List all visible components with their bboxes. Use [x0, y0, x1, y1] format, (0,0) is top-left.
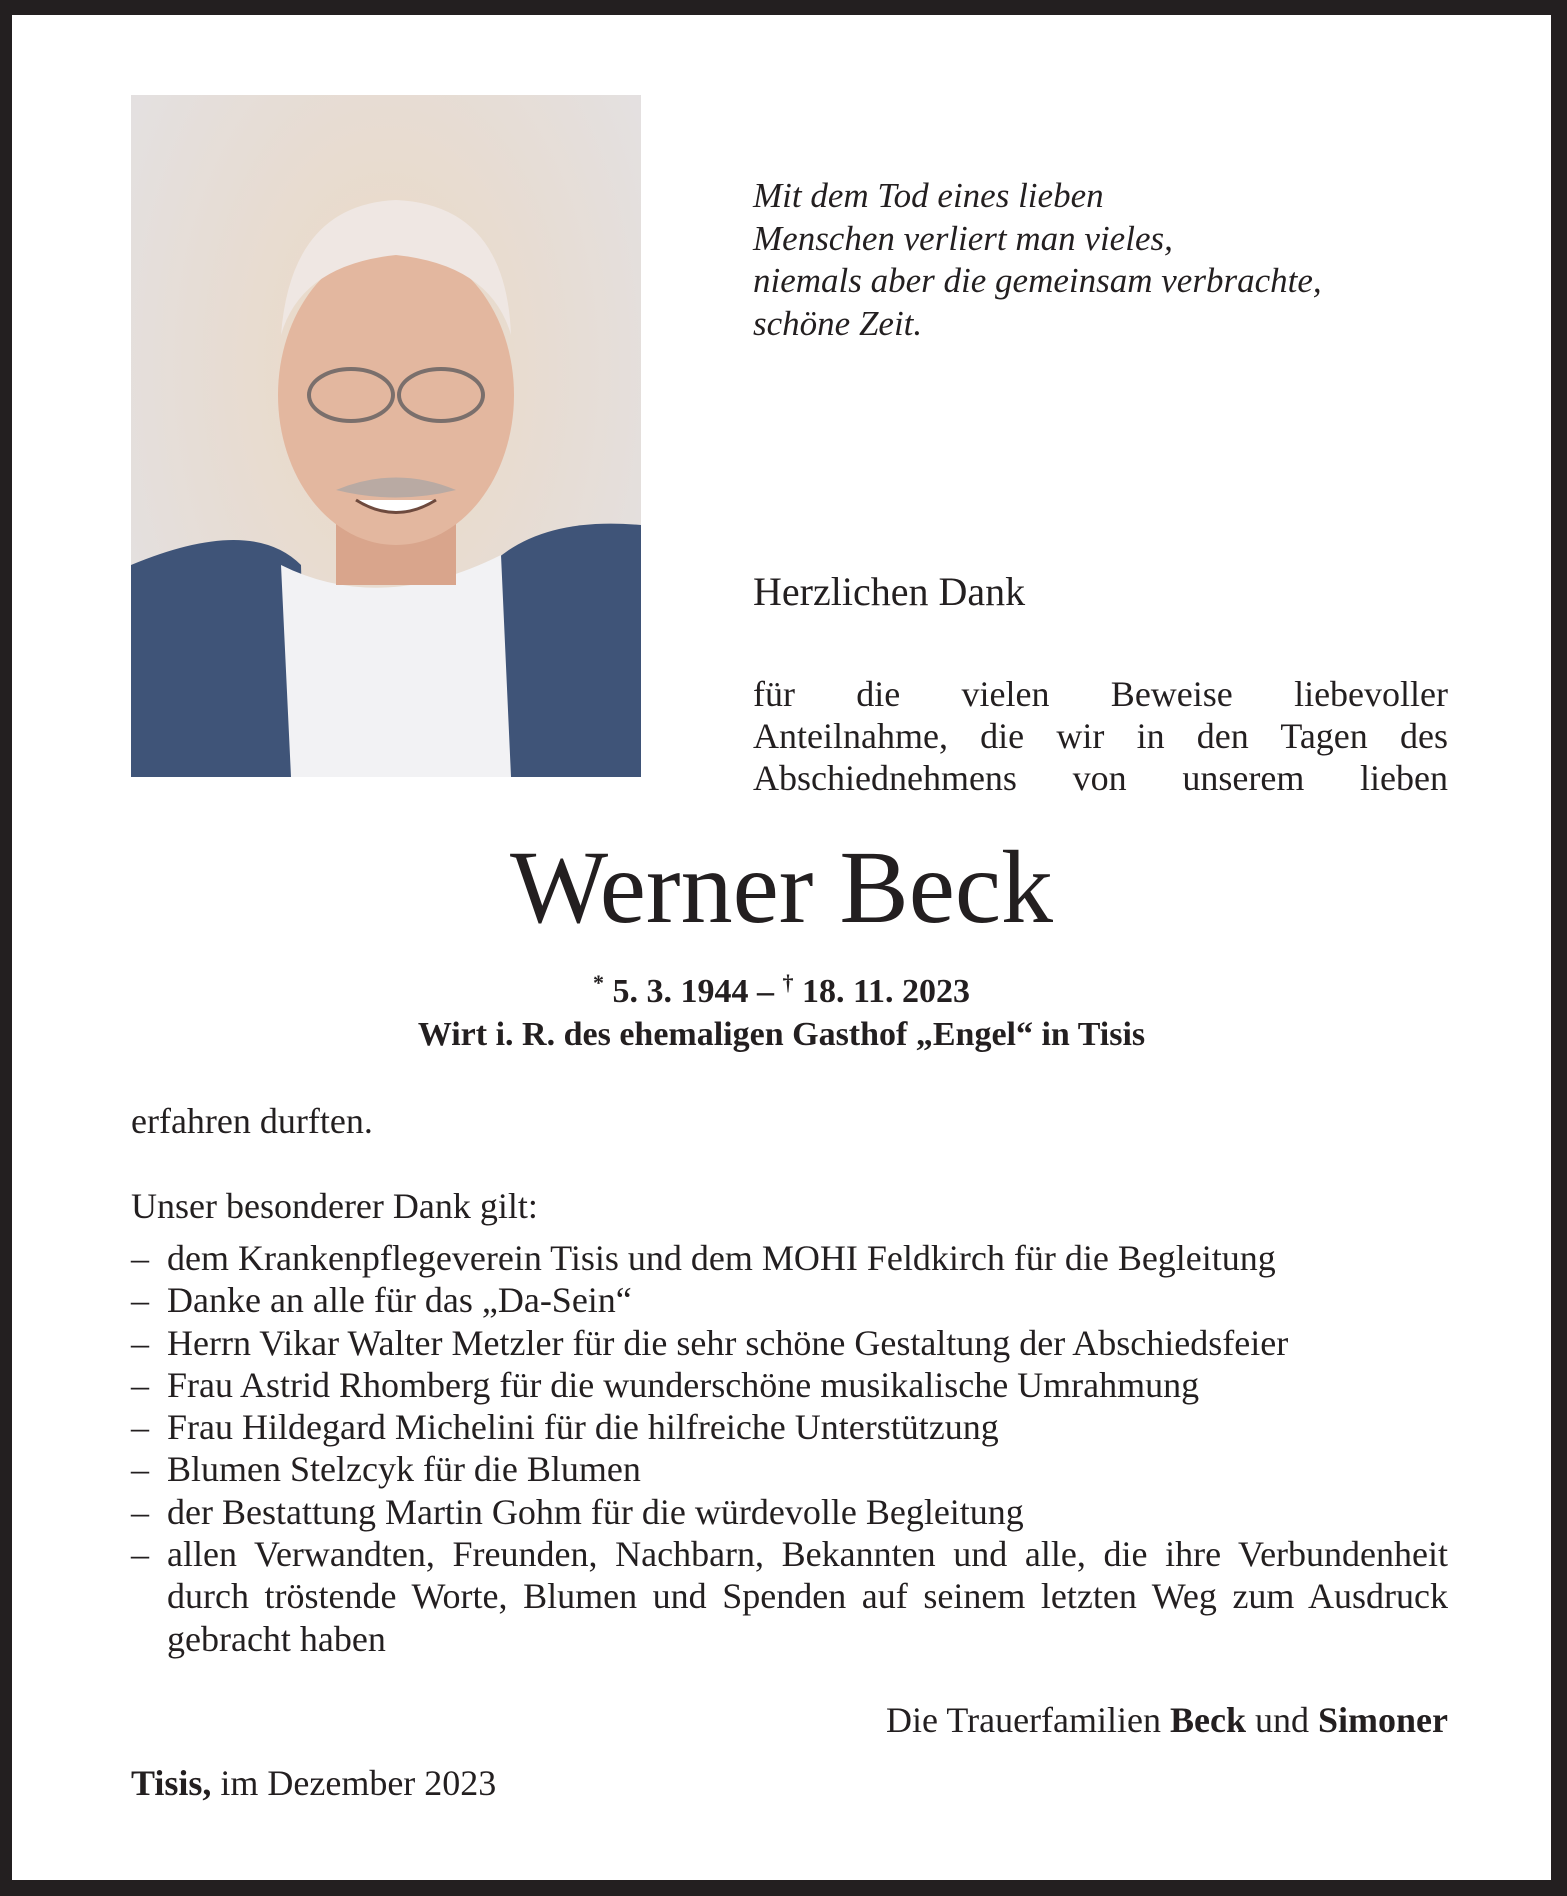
list-dash: – — [131, 1322, 149, 1363]
list-item-text: Frau Astrid Rhomberg für die wunderschöne musikalische Umrahmung — [167, 1364, 1200, 1405]
date: im Dezember 2023 — [220, 1763, 497, 1803]
list-item-text: der Bestattung Martin Gohm für die würdevolle Begleitung — [167, 1491, 1024, 1532]
list-item — [131, 1279, 1448, 1321]
list-dash: – — [131, 1407, 149, 1448]
special-thanks-heading: Unser besonderer Dank gilt: — [131, 1186, 538, 1226]
list-item-text: Danke an alle für das „Da-Sein“ — [167, 1280, 632, 1321]
continuation-text: erfahren durften. — [131, 1101, 373, 1141]
list-dash: – — [131, 1449, 149, 1490]
life-dates — [12, 970, 1551, 1011]
list-item — [131, 1448, 1448, 1490]
family-name: Simoner — [1318, 1700, 1448, 1740]
place-date — [131, 1762, 496, 1804]
list-dash: – — [131, 1491, 149, 1532]
deceased-description: Wirt i. R. des ehemaligen Gasthof „Engel“ in Tisis — [417, 1016, 1146, 1053]
birth-date: 5. 3. 1944 — [612, 973, 749, 1010]
date-separator: – — [756, 973, 774, 1010]
place: Tisis, — [131, 1763, 212, 1803]
obituary-page — [12, 15, 1551, 1880]
portrait-illustration — [131, 95, 641, 777]
paragraph-line: Anteilnahme, die wir in den Tagen des — [753, 716, 1448, 756]
list-dash: – — [131, 1364, 149, 1405]
list-dash: – — [131, 1238, 149, 1278]
list-dash: – — [131, 1280, 149, 1321]
list-item — [131, 1237, 1448, 1279]
signature-conjunction: und — [1255, 1700, 1309, 1740]
signature — [886, 1699, 1448, 1741]
list-item — [131, 1322, 1448, 1364]
signature-prefix: Die Trauerfamilien — [886, 1700, 1161, 1740]
list-item-text: allen Verwandten, Freunden, Nachbarn, Bekannten und alle, die ihre Verbundenheit durch tröstende Worte, Blumen und Spenden auf seinem letzten Weg zum Ausdruck gebracht haben — [167, 1534, 1448, 1659]
list-item-text: Frau Hildegard Michelini für die hilfreiche Unterstützung — [167, 1407, 999, 1448]
list-dash: – — [131, 1534, 149, 1575]
list-item — [131, 1491, 1448, 1533]
list-item-text: Herrn Vikar Walter Metzler für die sehr schöne Gestaltung der Abschiedsfeier — [167, 1322, 1289, 1363]
memorial-quote — [753, 175, 1322, 345]
quote-line: schöne Zeit. — [753, 303, 923, 343]
portrait-photo — [131, 95, 641, 777]
thanks-paragraph — [753, 673, 1448, 799]
paragraph-line: Abschiednehmens von unserem lieben — [753, 758, 1448, 798]
quote-line: Mit dem Tod eines lieben — [753, 176, 1104, 215]
death-date: 18. 11. 2023 — [801, 973, 971, 1010]
quote-line: niemals aber die gemeinsam verbrachte, — [753, 261, 1322, 300]
list-item — [131, 1533, 1448, 1660]
list-item — [131, 1364, 1448, 1406]
death-symbol: † — [782, 970, 794, 995]
birth-symbol: * — [592, 970, 604, 995]
quote-line: Menschen verliert man vieles, — [753, 218, 1173, 258]
family-name: Beck — [1170, 1700, 1246, 1740]
list-item-text: dem Krankenpflegeverein Tisis und dem MOHI Feldkirch für die Begleitung — [167, 1238, 1276, 1278]
list-item-text: Blumen Stelzcyk für die Blumen — [167, 1449, 641, 1490]
list-item — [131, 1406, 1448, 1448]
paragraph-line: für die vielen Beweise liebevoller — [753, 674, 1448, 714]
thanks-heading: Herzlichen Dank — [753, 569, 1026, 614]
thanks-list — [131, 1237, 1448, 1660]
deceased-name: Werner Beck — [509, 830, 1054, 945]
